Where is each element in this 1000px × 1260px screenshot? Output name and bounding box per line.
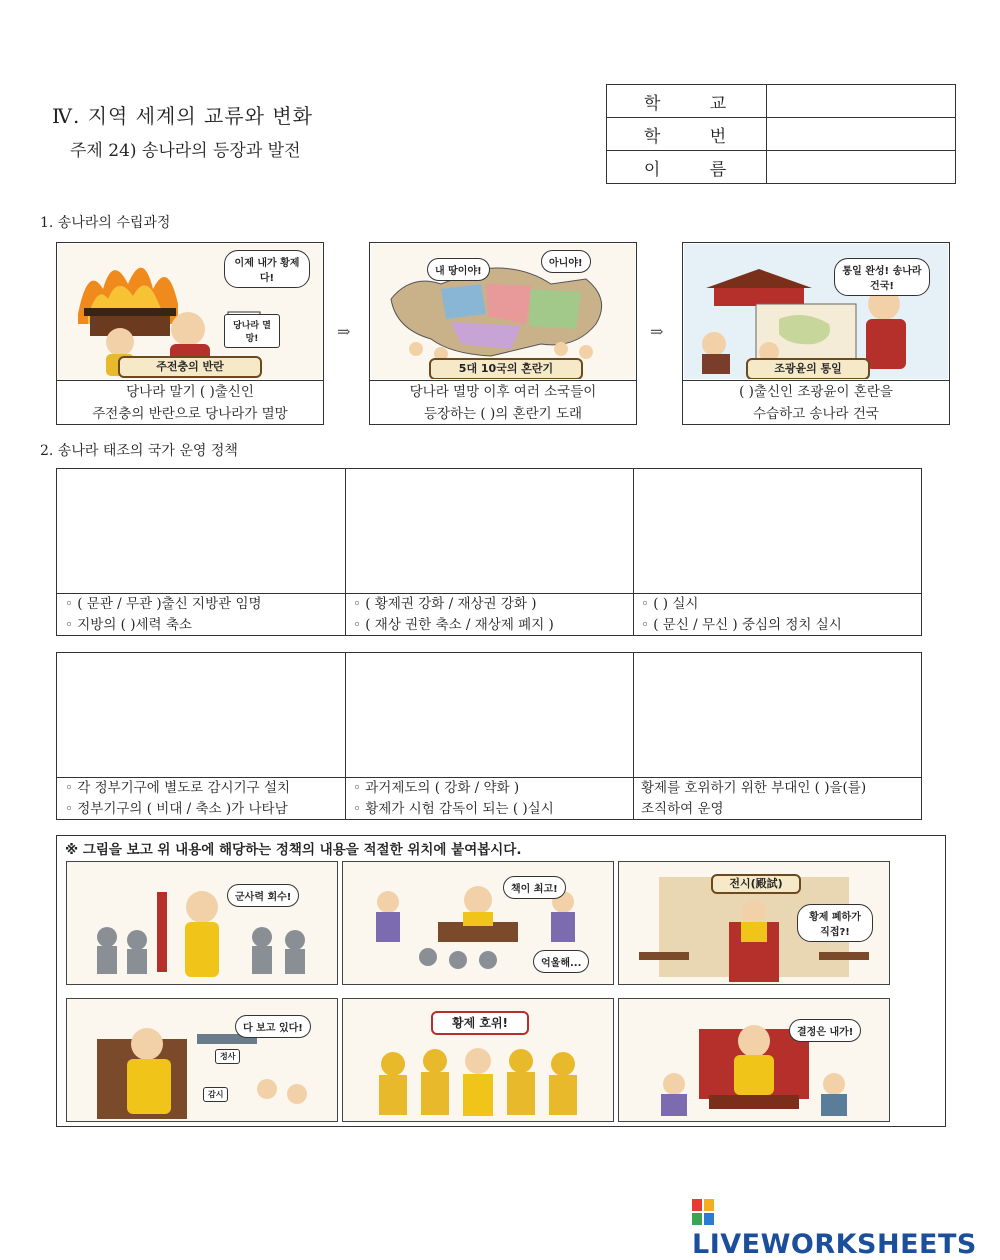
unit-title: Ⅳ. 지역 세계의 교류와 변화 <box>52 104 313 128</box>
panel2-banner: 5대 10국의 혼란기 <box>429 358 583 379</box>
policy-cell-1[interactable] <box>57 469 346 635</box>
panel2-caption <box>370 380 636 425</box>
card2-bubble2: 억울해... <box>533 950 589 973</box>
policy-4-line1: ◦ 각 정부기구에 별도로 감시기구 설치 <box>65 780 291 796</box>
emperor-decision-icon <box>619 999 889 1121</box>
logo-text: LIVEWORKSHEETS <box>692 1229 977 1260</box>
policy-2-line2: ◦ ( 재상 권한 축소 / 재상제 폐지 ) <box>353 617 554 633</box>
policy-cell-2[interactable] <box>345 469 634 635</box>
policy-cell-3-text <box>633 593 921 635</box>
draggable-card-scholars[interactable] <box>342 861 614 985</box>
name-field[interactable] <box>767 151 956 184</box>
draggable-card-imperial-guard[interactable] <box>342 998 614 1122</box>
draggable-card-palace-exam[interactable] <box>618 861 890 985</box>
picture-bank <box>56 835 946 1127</box>
panel1-caption <box>57 380 323 425</box>
arrow-1: ⇒ <box>337 322 351 341</box>
policy-cell-6-text <box>633 777 921 819</box>
card4-tag1: 정사 <box>215 1049 240 1064</box>
policy-cell-4[interactable] <box>57 653 346 819</box>
school-field[interactable] <box>767 85 956 118</box>
policy-1-line2: ◦ 지방의 ( )세력 축소 <box>65 617 192 633</box>
policy-5-line1: ◦ 과거제도의 ( 강화 / 약화 ) <box>353 780 520 796</box>
history-panel-2 <box>369 242 637 425</box>
panel1-caption-line1: 당나라 말기 ( )출신인 <box>126 384 254 400</box>
card4-bubble: 다 보고 있다! <box>235 1015 311 1038</box>
panel2-caption-line1: 당나라 멸망 이후 여러 소국들이 <box>409 384 597 400</box>
policy-3-line2: ◦ ( 문신 / 무신 ) 중심의 정치 실시 <box>641 617 842 633</box>
panel2-caption-line2: 등장하는 ( )의 혼란기 도래 <box>423 406 583 422</box>
panel2-bubble-right: 아니야! <box>541 250 591 273</box>
panel3-banner: 조광윤의 통일 <box>746 358 870 379</box>
policy-4-line2: ◦ 정부기구의 ( 비대 / 축소 )가 나타남 <box>65 801 288 817</box>
section2-title: 2. 송나라 태조의 국가 운영 정책 <box>40 443 238 459</box>
policy-6-line2: 조직하여 운영 <box>641 801 724 817</box>
student-number-field[interactable] <box>767 118 956 151</box>
card2-bubble: 책이 최고! <box>503 876 566 899</box>
policy-cell-5[interactable] <box>345 653 634 819</box>
policy-5-line2: ◦ 황제가 시험 감독이 되는 ( )실시 <box>353 801 554 817</box>
card4-tag2: 감시 <box>203 1087 228 1102</box>
military-recall-icon <box>67 862 337 984</box>
arrow-2: ⇒ <box>650 322 664 341</box>
policy-6-line1: 황제를 호위하기 위한 부대인 ( )을(를) <box>641 780 867 796</box>
policy-cell-4-text <box>57 777 345 819</box>
policy-grid-row1 <box>56 468 922 636</box>
card1-bubble: 군사력 회수! <box>227 884 299 907</box>
warring-states-map-illustration <box>371 244 635 379</box>
panel3-caption-line1: ( )출신인 조광윤이 혼란을 <box>739 384 893 400</box>
label-name: 이 름 <box>607 151 767 184</box>
section1-title: 1. 송나라의 수립과정 <box>40 215 171 231</box>
card6-bubble: 결정은 내가! <box>789 1019 861 1042</box>
liveworksheets-logo <box>692 1198 1000 1260</box>
draggable-card-military[interactable] <box>66 861 338 985</box>
rebellion-illustration <box>58 244 322 379</box>
history-panel-1 <box>56 242 324 425</box>
unification-illustration <box>684 244 948 379</box>
policy-cell-2-text <box>345 593 633 635</box>
instruction-text: ※ 그림을 보고 위 내용에 해당하는 정책의 내용을 적절한 위치에 붙여봅시다. <box>65 842 522 858</box>
policy-cell-5-text <box>345 777 633 819</box>
policy-cell-6[interactable] <box>633 653 921 819</box>
card5-sign: 황제 호위! <box>431 1011 529 1035</box>
topic-title: 주제 24) 송나라의 등장과 발전 <box>70 141 301 161</box>
panel3-bubble: 통일 완성! 송나라 건국! <box>834 258 930 296</box>
student-info-table <box>606 84 956 184</box>
panel2-bubble-left: 내 땅이야! <box>427 258 490 281</box>
liveworksheets-logo-icon <box>692 1199 714 1225</box>
draggable-card-decision[interactable] <box>618 998 890 1122</box>
policy-grid-row2 <box>56 652 922 820</box>
card3-sign: 전시(殿試) <box>711 874 801 894</box>
panel1-bubble: 이제 내가 황제다! <box>224 250 310 288</box>
policy-cell-3[interactable] <box>633 469 921 635</box>
policy-1-line1: ◦ ( 문관 / 무관 )출신 지방관 임명 <box>65 596 262 612</box>
policy-3-line1: ◦ ( ) 실시 <box>641 596 699 612</box>
policy-cell-1-text <box>57 593 345 635</box>
card3-bubble: 황제 폐하가 직접?! <box>797 904 873 942</box>
draggable-card-surveillance[interactable] <box>66 998 338 1122</box>
history-panel-3 <box>682 242 950 425</box>
label-student-number: 학 번 <box>607 118 767 151</box>
panel3-caption <box>683 380 949 425</box>
panel1-banner: 주전충의 반란 <box>118 356 262 378</box>
panel3-caption-line2: 수습하고 송나라 건국 <box>753 406 879 422</box>
label-school: 학 교 <box>607 85 767 118</box>
policy-2-line1: ◦ ( 황제권 강화 / 재상권 강화 ) <box>353 596 537 612</box>
panel1-caption-line2: 주전충의 반란으로 당나라가 멸망 <box>92 406 288 422</box>
panel1-tag: 당나라 멸망! <box>224 314 280 348</box>
